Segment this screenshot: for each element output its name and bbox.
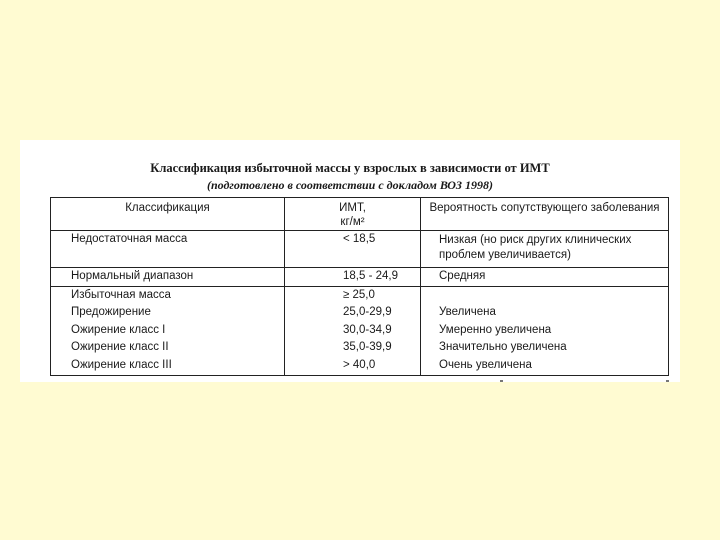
table-row [51, 322, 669, 340]
table-title: Классификация избыточной массы у взрослых в зависимости от ИМТ [150, 161, 550, 175]
cell-risk: Очень увеличена [439, 358, 532, 371]
cell-classification: Ожирение класс I [51, 322, 285, 340]
scanned-table-image [20, 140, 680, 382]
cell-risk: Значительно увеличена [439, 341, 567, 354]
header-risk: Вероятность сопутствующего заболевания [421, 198, 669, 231]
cell-bmi: 30,0-34,9 [285, 322, 421, 340]
cell-classification: Недостаточная масса [51, 231, 285, 268]
cell-risk [421, 286, 669, 304]
scan-speck [666, 380, 669, 382]
cell-bmi: < 18,5 [285, 231, 421, 268]
cell-classification: Избыточная масса [51, 286, 285, 304]
header-bmi-unit: кг/м² [340, 216, 365, 228]
cell-bmi: 18,5 - 24,9 [285, 268, 421, 287]
cell-bmi: 25,0-29,9 [285, 304, 421, 322]
cell-classification: Нормальный диапазон [51, 268, 285, 287]
cell-risk: Умеренно увеличена [439, 323, 552, 336]
cell-risk: Средняя [421, 268, 669, 287]
cell-classification: Предожирение [51, 304, 285, 322]
table-subtitle: (подготовлено в соответствии с докладом ВОЗ 1998) [206, 178, 494, 192]
cell-classification: Ожирение класс III [51, 357, 285, 375]
cell-classification: Ожирение класс II [51, 339, 285, 357]
cell-bmi: 35,0-39,9 [285, 339, 421, 357]
table-row [51, 231, 669, 268]
header-bmi-label: ИМТ, [339, 202, 366, 214]
table-row [51, 339, 669, 357]
table-row [51, 286, 669, 304]
bmi-classification-table [50, 197, 669, 376]
header-row [51, 198, 669, 231]
table-row [51, 268, 669, 287]
cell-bmi: ≥ 25,0 [285, 286, 421, 304]
cell-risk: Низкая (но риск других клинических проблем увеличивается) [421, 231, 669, 268]
table-row [51, 357, 669, 375]
header-bmi [285, 198, 421, 231]
scan-speck [500, 380, 503, 382]
cell-risk: Увеличена [439, 306, 496, 319]
header-classification: Классификация [51, 198, 285, 231]
cell-bmi: > 40,0 [285, 357, 421, 375]
table-row [51, 304, 669, 322]
